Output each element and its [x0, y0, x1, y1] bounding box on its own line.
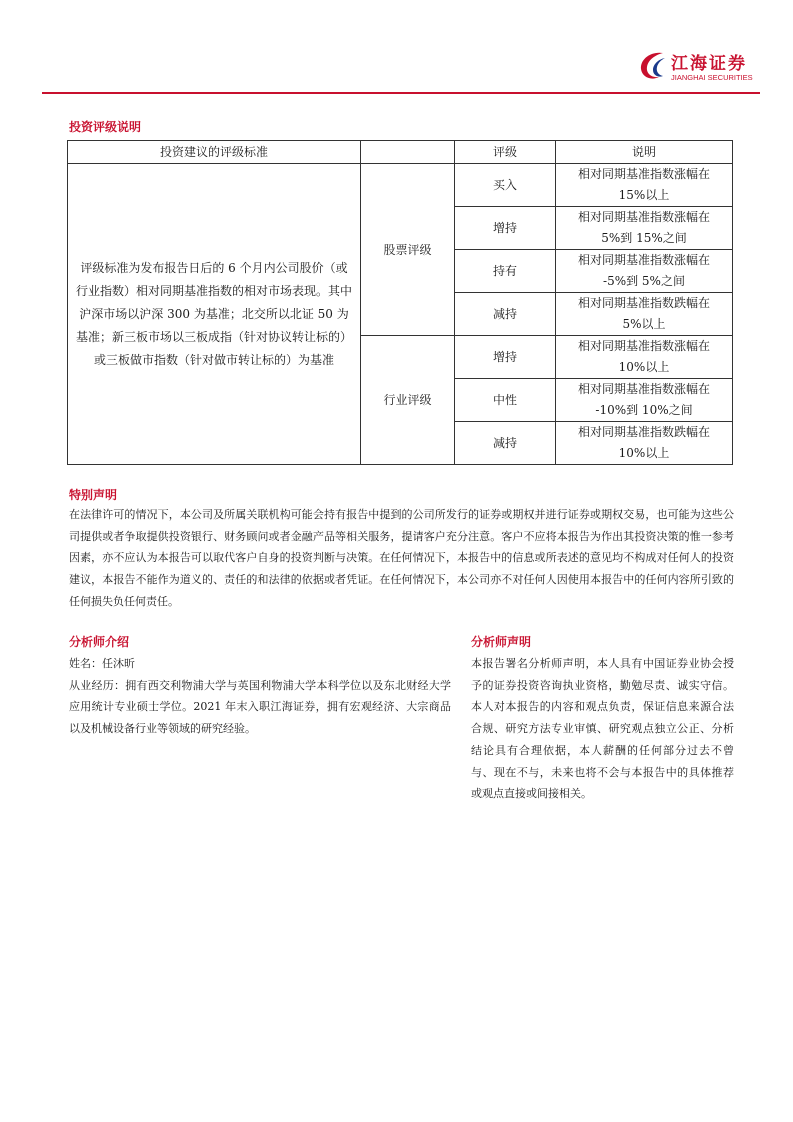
description-line: 相对同期基准指数涨幅在: [577, 339, 710, 353]
company-logo: [637, 49, 759, 87]
analyst-intro-title: 分析师介绍: [69, 635, 130, 649]
description-line: 相对同期基准指数涨幅在: [577, 167, 710, 181]
special-disclaimer-body: 在法律许可的情况下，本公司及所属关联机构可能会持有报告中提到的公司所发行的证券或期权并进行证券或期权交易，也可能为这些公司提供或者争取提供投资银行、财务顾问或者金融产品等相关服务，提请客户充分注意。客户不应将本报告为作出其投资决策的惟一参考因素，亦不应认为本报告可以取代客户自身的投资判断与决策。在任何情况下，本报告中的信息或所表述的意见均不构成对任何人的投资建议，本报告不能作为道义的、责任的和法律的依据或者凭证。在任何情况下，本公司亦不对任何人因使用本报告中的任何内容所引致的任何损失负任何责任。: [69, 508, 734, 608]
description-line: 10%以上: [618, 446, 670, 460]
table-row: [68, 164, 733, 207]
rating-description: [556, 207, 733, 250]
analyst-name: 姓名：任沐昕: [69, 657, 135, 670]
description-line: 5%到 15%之间: [601, 231, 687, 245]
column-header-standard: 投资建议的评级标准: [68, 141, 361, 164]
description-line: 相对同期基准指数涨幅在: [577, 382, 710, 396]
rating-description: [556, 336, 733, 379]
brand-name-english: JIANGHAI SECURITIES: [671, 73, 753, 82]
rating-description: [556, 422, 733, 465]
description-line: 相对同期基准指数涨幅在: [577, 253, 710, 267]
description-line: 15%以上: [618, 188, 670, 202]
rating-description: [556, 379, 733, 422]
rating-label: 增持: [455, 336, 556, 379]
rating-label: 买入: [455, 164, 556, 207]
logo-mark-icon: [637, 49, 669, 83]
rating-label: 减持: [455, 293, 556, 336]
rating-description: [556, 164, 733, 207]
description-line: 10%以上: [618, 360, 670, 374]
column-header-description: 说明: [556, 141, 733, 164]
column-header-rating: 评级: [455, 141, 556, 164]
description-line: -5%到 5%之间: [603, 274, 685, 288]
brand-name: 江海证券: [671, 54, 747, 74]
analyst-intro-block: [69, 653, 451, 740]
rating-description: [556, 293, 733, 336]
rating-table-header: [68, 141, 733, 164]
special-disclaimer-title: 特别声明: [69, 488, 118, 502]
analyst-declaration-title: 分析师声明: [471, 635, 532, 649]
rating-section-title: 投资评级说明: [69, 120, 142, 134]
description-line: 相对同期基准指数跌幅在: [577, 425, 710, 439]
rating-table: [67, 140, 733, 465]
analyst-experience: 从业经历：拥有西交利物浦大学与英国利物浦大学本科学位以及东北财经大学应用统计专业硕士学位。2021 年末入职江海证券，拥有宏观经济、大宗商品以及机械设备行业等领域的研究经验。: [69, 678, 451, 736]
header-divider: [42, 92, 760, 94]
stock-rating-category: 股票评级: [361, 164, 455, 336]
analyst-declaration-body: 本报告署名分析师声明，本人具有中国证券业协会授予的证券投资咨询执业资格，勤勉尽责、诚实守信。本人对本报告的内容和观点负责，保证信息来源合法合规、研究方法专业审慎、研究观点独立公正、分析结论具有合理依据，本人薪酬的任何部分过去不曾与、现在不与，未来也将不会与本报告中的具体推荐或观点直接或间接相关。: [471, 657, 734, 801]
industry-rating-category: 行业评级: [361, 336, 455, 465]
rating-label: 减持: [455, 422, 556, 465]
description-line: -10%到 10%之间: [595, 403, 693, 417]
column-header-category: [361, 141, 455, 164]
description-line: 相对同期基准指数涨幅在: [577, 210, 710, 224]
rating-description: [556, 250, 733, 293]
rating-label: 中性: [455, 379, 556, 422]
description-line: 相对同期基准指数跌幅在: [577, 296, 710, 310]
description-line: 5%以上: [622, 317, 666, 331]
rating-standard-text: 评级标准为发布报告日后的 6 个月内公司股价（或行业指数）相对同期基准指数的相对市场表现。其中沪深市场以沪深 300 为基准；北交所以北证 50 为基准；新三板市场以三板成指（针对协议转让标的）或三板做市指数（针对做市转让标的）为基准: [68, 164, 361, 465]
rating-label: 持有: [455, 250, 556, 293]
rating-label: 增持: [455, 207, 556, 250]
